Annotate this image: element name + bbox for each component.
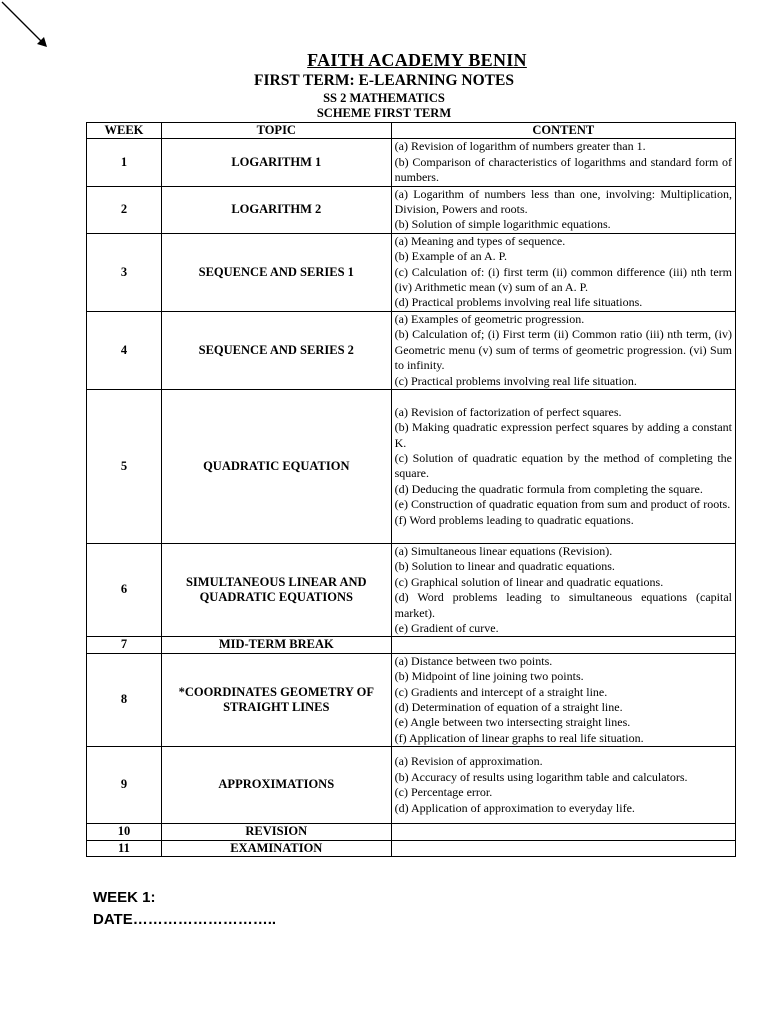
content-item: (b) Example of an A. P.: [394, 249, 507, 264]
content-item: (d) Deducing the quadratic formula from completing the square.: [394, 481, 703, 496]
table-row: [87, 233, 736, 311]
table-row: [87, 747, 736, 824]
content-item: (a) Revision of approximation.: [394, 754, 543, 769]
content-item: (b) Making quadratic expression perfect squares by adding a constant K.: [394, 420, 732, 450]
table-row: [87, 139, 736, 186]
topic-cell: LOGARITHM 1: [161, 139, 391, 186]
content-cell: [391, 824, 735, 840]
topic-cell: REVISION: [161, 824, 391, 840]
content-item: (f) Application of linear graphs to real life situation.: [394, 730, 644, 745]
content-cell: [391, 840, 735, 856]
content-item: (d) Word problems leading to simultaneous equations (capital market).: [394, 590, 732, 620]
content-cell: [391, 543, 735, 636]
table-row: [87, 840, 736, 856]
week-cell: 7: [87, 637, 162, 653]
content-cell: [391, 233, 735, 311]
content-item: (d) Practical problems involving real life situations.: [394, 295, 643, 310]
content-column-header: CONTENT: [391, 123, 735, 139]
topic-cell: LOGARITHM 2: [161, 186, 391, 233]
content-item: (a) Logarithm of numbers less than one, involving: Multiplication, Division, Powers and roots.: [394, 186, 732, 217]
content-item: (c) Gradients and intercept of a straight line.: [394, 684, 608, 699]
topic-cell: APPROXIMATIONS: [161, 747, 391, 824]
content-item: (a) Examples of geometric progression.: [394, 311, 585, 326]
topic-cell: SEQUENCE AND SERIES 2: [161, 311, 391, 389]
content-item: (f) Word problems leading to quadratic equations.: [394, 512, 634, 527]
topic-cell: EXAMINATION: [161, 840, 391, 856]
content-item: (d) Determination of equation of a straight line.: [394, 699, 623, 714]
topic-cell: SIMULTANEOUS LINEAR AND QUADRATIC EQUATIONS: [161, 543, 391, 636]
week-cell: 5: [87, 389, 162, 543]
content-item: (a) Meaning and types of sequence.: [394, 233, 566, 248]
content-cell: [391, 637, 735, 653]
week-cell: 8: [87, 653, 162, 746]
content-cell: [391, 747, 735, 824]
content-item: (b) Comparison of characteristics of logarithms and standard form of numbers.: [394, 154, 732, 185]
week-cell: 4: [87, 311, 162, 389]
week-cell: 2: [87, 186, 162, 233]
scheme-title: SCHEME FIRST TERM: [316, 106, 452, 120]
content-item: (b) Solution of simple logarithmic equations.: [394, 217, 611, 232]
content-item: (a) Simultaneous linear equations (Revision).: [394, 543, 613, 558]
content-item: (b) Solution to linear and quadratic equations.: [394, 559, 615, 574]
table-row: [87, 637, 736, 653]
table-row: [87, 824, 736, 840]
week-cell: 9: [87, 747, 162, 824]
table-header-row: [87, 123, 736, 139]
content-item: (e) Angle between two intersecting straight lines.: [394, 715, 631, 730]
content-cell: [391, 311, 735, 389]
scheme-table: [86, 122, 736, 857]
week-cell: 6: [87, 543, 162, 636]
content-item: (b) Calculation of; (i) First term (ii) Common ratio (iii) nth term, (iv) Geometric menu (v) sum of terms of geometric progression. (vi) Sum to infinity.: [394, 327, 732, 373]
content-item: (c) Practical problems involving real life situation.: [394, 373, 637, 388]
table-row: [87, 653, 736, 746]
topic-column-header: TOPIC: [161, 123, 391, 139]
content-item: (d) Application of approximation to everyday life.: [394, 800, 635, 815]
content-item: (e) Construction of quadratic equation from sum and product of roots.: [394, 497, 731, 512]
content-cell: [391, 653, 735, 746]
table-row: [87, 389, 736, 543]
content-item: (a) Revision of logarithm of numbers greater than 1.: [394, 139, 646, 154]
table-row: [87, 186, 736, 233]
content-cell: [391, 186, 735, 233]
table-row: [87, 311, 736, 389]
content-item: (c) Percentage error.: [394, 785, 493, 800]
content-item: (c) Calculation of: (i) first term (ii) common difference (iii) nth term (iv) Arithmetic mean (v) sum of an A. P.: [394, 264, 732, 295]
content-item: (a) Distance between two points.: [394, 653, 553, 668]
week-column-header: WEEK: [87, 123, 162, 139]
content-item: (a) Revision of factorization of perfect squares.: [394, 404, 622, 419]
content-cell: [391, 139, 735, 186]
content-item: (c) Solution of quadratic equation by the method of completing the square.: [394, 451, 732, 481]
date-label: DATE………………………..: [93, 911, 277, 928]
week-cell: 10: [87, 824, 162, 840]
topic-cell: SEQUENCE AND SERIES 1: [161, 233, 391, 311]
table-row: [87, 543, 736, 636]
content-cell: [391, 389, 735, 543]
content-item: (c) Graphical solution of linear and quadratic equations.: [394, 574, 664, 589]
week-cell: 11: [87, 840, 162, 856]
term-title: FIRST TERM: E-LEARNING NOTES: [254, 72, 514, 89]
week-cell: 1: [87, 139, 162, 186]
topic-cell: *COORDINATES GEOMETRY OF STRAIGHT LINES: [161, 653, 391, 746]
content-item: (b) Accuracy of results using logarithm table and calculators.: [394, 769, 688, 784]
topic-cell: QUADRATIC EQUATION: [161, 389, 391, 543]
week-cell: 3: [87, 233, 162, 311]
subject-title: SS 2 MATHEMATICS: [323, 91, 445, 105]
content-item: (b) Midpoint of line joining two points.: [394, 669, 584, 684]
topic-cell: MID-TERM BREAK: [161, 637, 391, 653]
school-title: FAITH ACADEMY BENIN: [307, 50, 527, 70]
week-label: WEEK 1:: [93, 889, 156, 906]
content-item: (e) Gradient of curve.: [394, 620, 499, 635]
